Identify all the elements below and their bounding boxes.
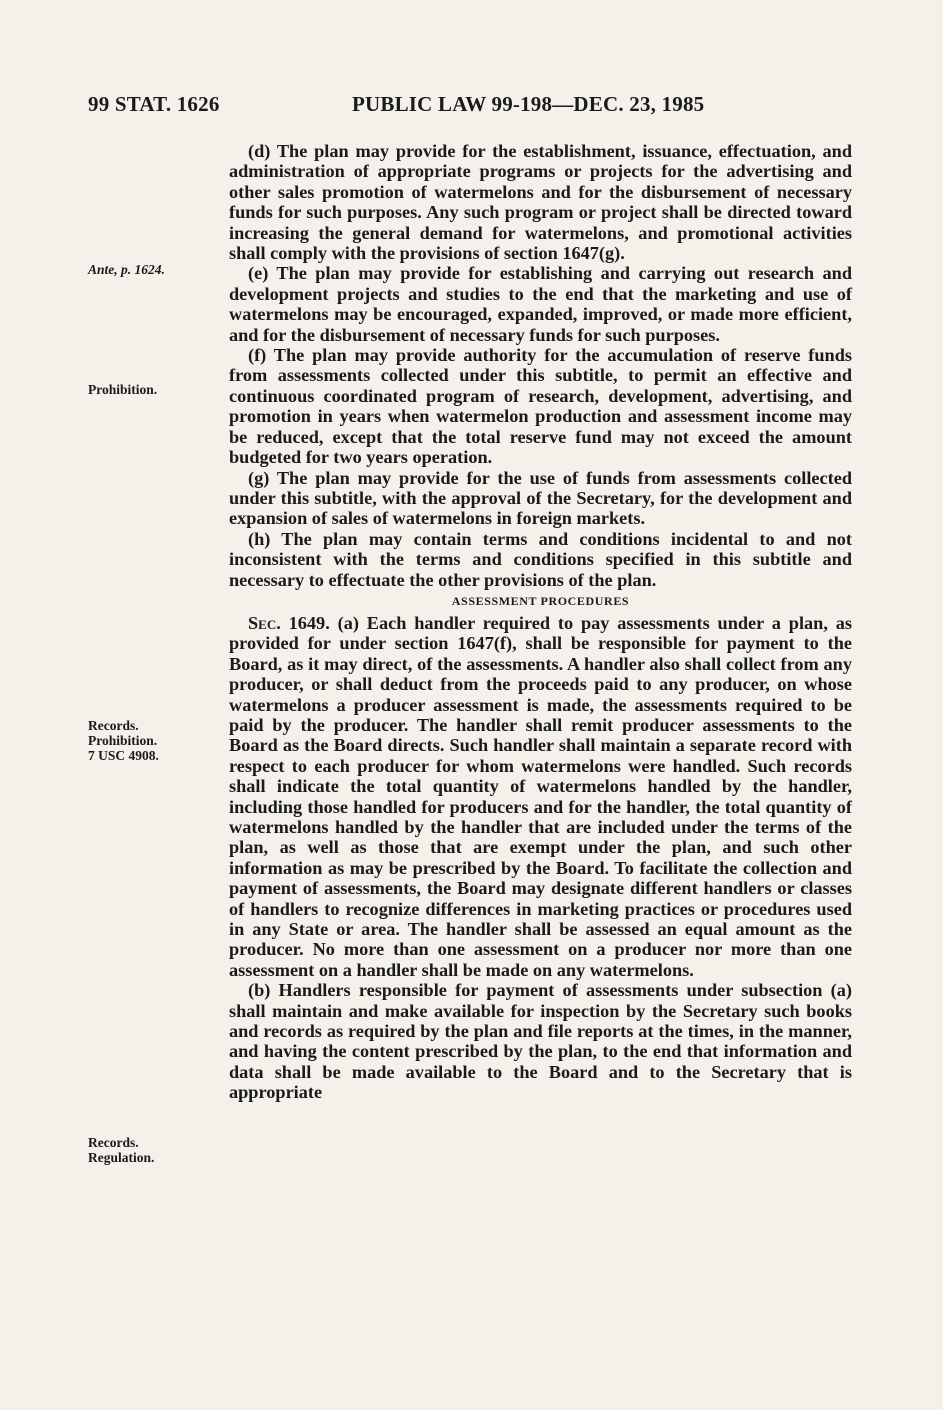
- paragraph-h: (h) The plan may contain terms and conditions incidental to and not inconsistent with the terms and conditions specified in this subtitle and necessary to effectuate the other provisions of the plan.: [229, 528, 852, 590]
- public-law-title: PUBLIC LAW 99-198—DEC. 23, 1985: [352, 92, 705, 116]
- paragraph-d: (d) The plan may provide for the establishment, issuance, effectuation, and administration of appropriate programs or projects for the advertising and other sales promotion of watermelons and for the disbursement of necessary funds for such purposes. Any such program or project shall be directed toward increasing the general demand for watermelons, and promotional activities shall comply with the provisions of section 1647(g).: [229, 141, 852, 264]
- section-heading: ASSESSMENT PROCEDURES: [451, 593, 630, 608]
- margin-note-prohibition: Prohibition.: [88, 382, 158, 397]
- margin-note-records-prohibition-usc: Records. Prohibition. 7 USC 4908.: [88, 718, 159, 763]
- paragraph-f: (f) The plan may provide authority for the accumulation of reserve funds from assessments collected under this subtitle, to permit an effective and continuous coordinated program of research, development, advertising, and promotion in years when watermelon production and assessment income may be reduced, except that the total reserve fund may not exceed the amount budgeted for two years operation.: [229, 345, 852, 468]
- paragraph-g: (g) The plan may provide for the use of funds from assessments collected under this subtitle, with the approval of the Secretary, for the development and expansion of sales of watermelons in foreign markets.: [229, 467, 852, 529]
- section-label: Sec. 1649.: [248, 612, 330, 633]
- section-1649-a: Sec. 1649. (a) Each handler required to pay assessments under a plan, as provided for under section 1647(f), shall be responsible for payment to the Board, as it may direct, of the assessments. A handler also shall collect from any producer, or shall deduct from the proceeds paid to any producer, on whose watermelons a producer assessment is made, the assessments required to be paid by the producer. The handler shall remit producer assessments to the Board as the Board directs. Such handler shall maintain a separate record with respect to each producer for whom watermelons were handled. Such records shall indicate the total quantity of watermelons handled by the handler, including those handled for producers and for the handler, the total quantity of watermelons handled by the handler that are included under the terms of the plan, as well as those that are exempt under the plan, and such other information as may be prescribed by the Board. To facilitate the collection and payment of assessments, the Board may designate different handlers or classes of handlers to recognize differences in marketing practices or procedures used in any State or area. The handler shall be assessed an equal amount as the producer. No more than one assessment on a producer nor more than one assessment on a handler shall be made on any watermelons.: [229, 612, 852, 980]
- statute-citation: 99 STAT. 1626: [88, 92, 220, 116]
- margin-note-records-regulation: Records. Regulation.: [88, 1135, 155, 1165]
- section-1649-b: (b) Handlers responsible for payment of assessments under subsection (a) shall maintain and make available for inspection by the Secretary such books and records as required by the plan and file reports at the times, in the manner, and having the content prescribed by the plan, to the end that information and data shall be made available to the Board and to the Secretary that is appropriate: [229, 980, 852, 1103]
- page-header: [88, 92, 848, 122]
- margin-note-ante: Ante, p. 1624.: [88, 262, 165, 277]
- paragraph-e: (e) The plan may provide for establishing and carrying out research and development projects and studies to the end that the marketing and use of watermelons may be encouraged, expanded, improved, or made more efficient, and for the disbursement of necessary funds for such purposes.: [229, 263, 852, 345]
- statute-body: [229, 141, 852, 1103]
